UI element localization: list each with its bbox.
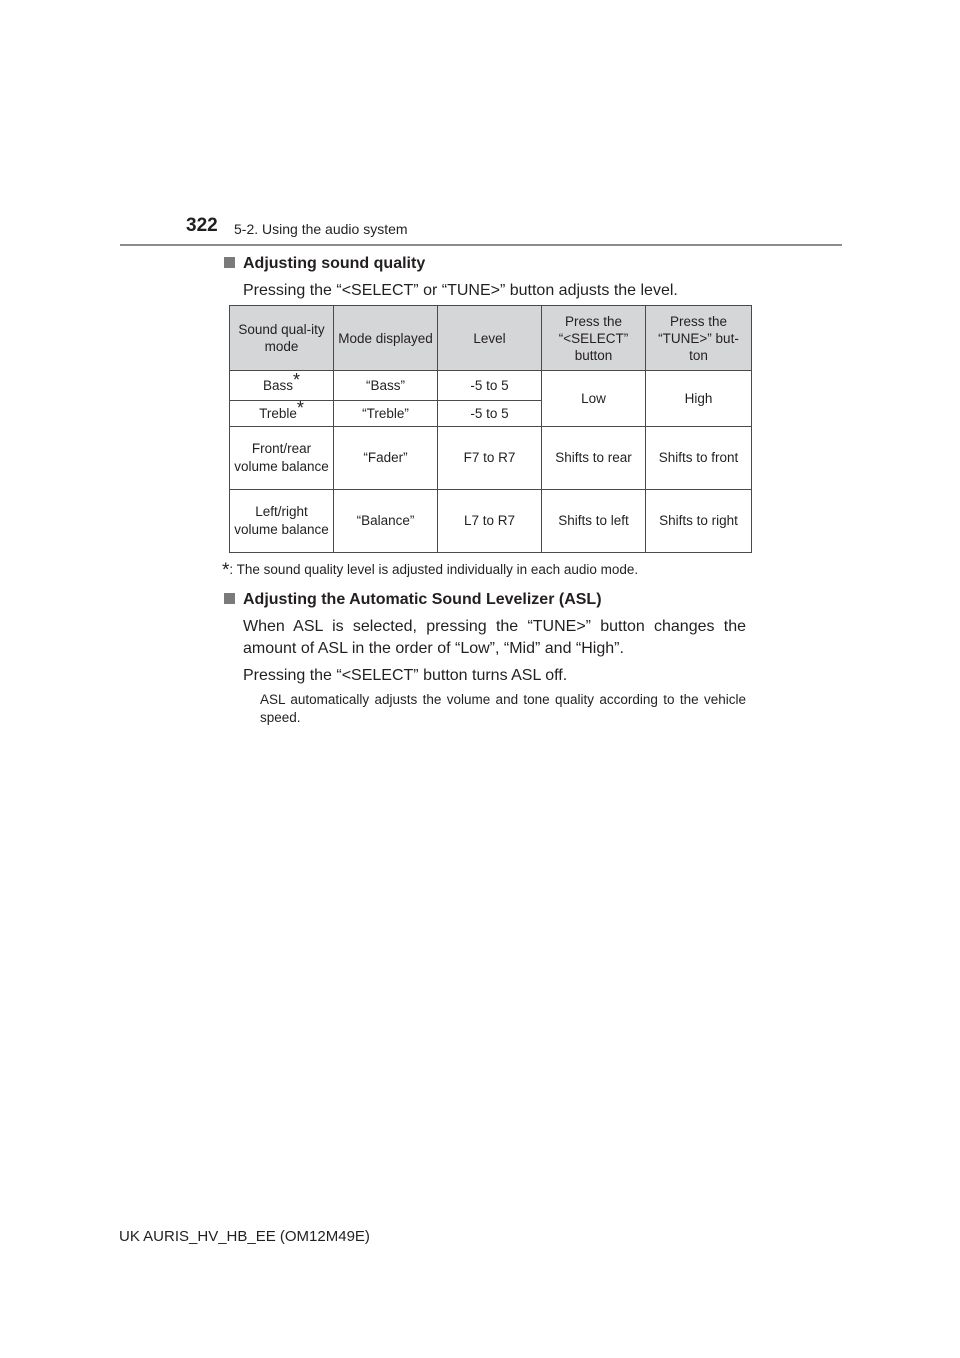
table-cell (230, 371, 334, 401)
table-cell: F7 to R7 (438, 427, 542, 490)
mode-name: Treble (259, 405, 297, 421)
table-cell: Shifts to right (646, 490, 752, 553)
page-number: 322 (186, 215, 218, 236)
table-cell: Shifts to left (542, 490, 646, 553)
table-cell: L7 to R7 (438, 490, 542, 553)
table-cell: Left/right volume balance (230, 490, 334, 553)
table-cell: High (646, 371, 752, 427)
table-cell: “Treble” (334, 401, 438, 427)
footnote-asterisk: * (222, 560, 230, 581)
table-cell: -5 to 5 (438, 401, 542, 427)
table-cell: Low (542, 371, 646, 427)
asterisk-mark: * (293, 369, 301, 390)
square-bullet-icon (224, 593, 235, 604)
table-cell: “Fader” (334, 427, 438, 490)
mode-name: Bass (262, 377, 293, 393)
asterisk-mark: * (296, 397, 304, 418)
asl-paragraph-1: When ASL is selected, pressing the “TUNE>” button changes the amount of ASL in the order of “Low”, “Mid” and “High”. (243, 618, 746, 657)
table-row (230, 371, 752, 401)
table-cell: “Bass” (334, 371, 438, 401)
table-row (230, 490, 752, 553)
column-header: Mode displayed (334, 306, 438, 371)
column-header: Press the “TUNE>” but-ton (646, 306, 752, 371)
footnote-text: : The sound quality level is adjusted individually in each audio mode. (229, 562, 639, 577)
sound-quality-table (229, 305, 752, 553)
table-cell (230, 397, 334, 427)
square-bullet-icon (224, 257, 235, 268)
table-row (230, 427, 752, 490)
table-cell: Shifts to front (646, 427, 752, 490)
asl-heading (224, 591, 602, 609)
column-header: Press the “<SELECT” button (542, 306, 646, 371)
asl-heading-text: Adjusting the Automatic Sound Levelizer (ASL) (243, 591, 602, 608)
header-divider (120, 244, 842, 246)
table-cell: “Balance” (334, 490, 438, 553)
document-code: UK AURIS_HV_HB_EE (OM12M49E) (119, 1228, 370, 1245)
table-header-row (230, 306, 752, 371)
asl-note: ASL automatically adjusts the volume and tone quality according to the vehicle speed. (260, 692, 746, 725)
column-header: Sound qual-ity mode (230, 306, 334, 371)
asl-paragraph-2: Pressing the “<SELECT” button turns ASL off. (243, 667, 568, 684)
sound-quality-intro: Pressing the “<SELECT” or “TUNE>” button adjusts the level. (243, 282, 678, 299)
table-cell: Front/rear volume balance (230, 427, 334, 490)
section-title: 5-2. Using the audio system (234, 221, 408, 237)
table-footnote (222, 560, 638, 582)
sound-quality-heading-text: Adjusting sound quality (243, 255, 426, 272)
column-header: Level (438, 306, 542, 371)
sound-quality-heading (224, 255, 425, 273)
table-cell: Shifts to rear (542, 427, 646, 490)
table-cell: -5 to 5 (438, 371, 542, 401)
